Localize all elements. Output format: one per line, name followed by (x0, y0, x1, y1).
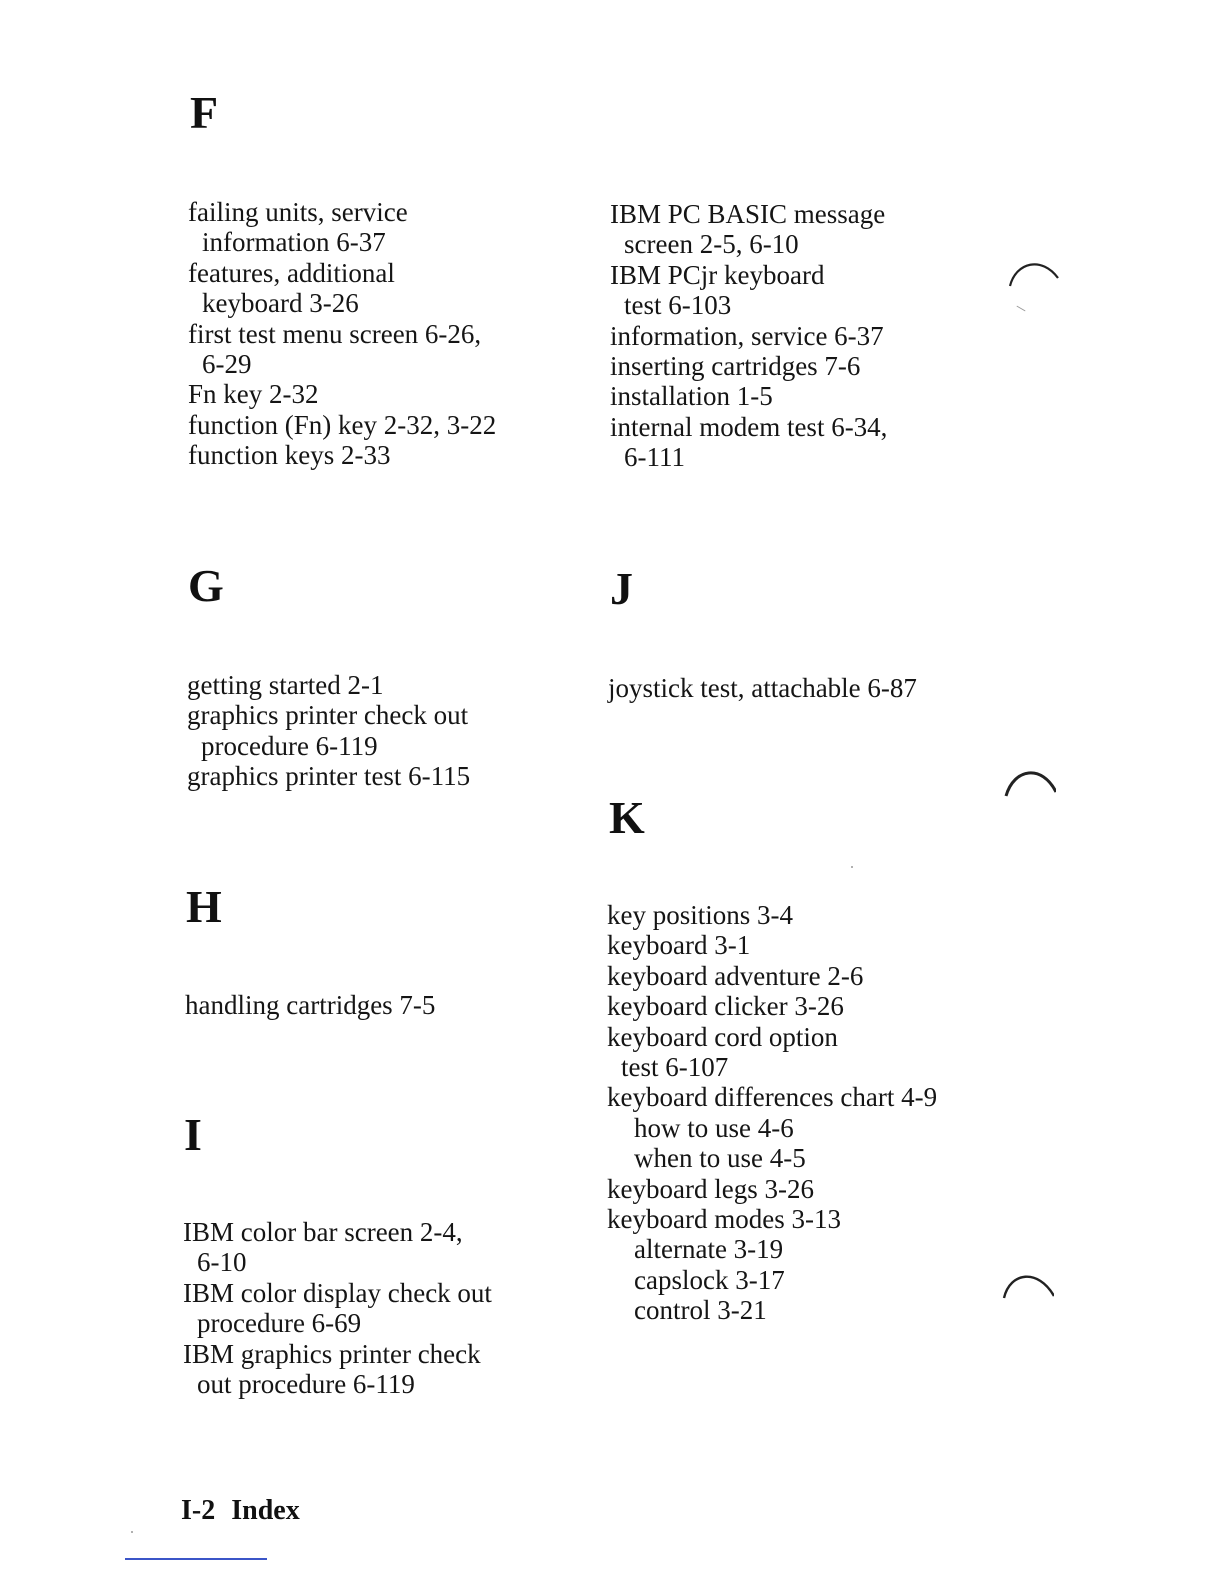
binder-hole-mark-middle (1004, 762, 1056, 800)
section-letter-i: I (184, 1109, 202, 1160)
binder-hole-mark-top (1008, 252, 1060, 290)
index-entry: installation 1-5 (610, 381, 773, 412)
index-entry-continuation: keyboard 3-26 (202, 288, 359, 319)
index-entry: handling cartridges 7-5 (185, 990, 436, 1020)
index-entry: IBM PCjr keyboard (610, 259, 825, 290)
section-f-entries (188, 197, 496, 471)
footer-label: Index (231, 1495, 300, 1526)
index-entry: IBM graphics printer check (183, 1338, 481, 1369)
section-letter-g: G (188, 560, 224, 611)
index-entry: keyboard clicker 3-26 (607, 991, 844, 1022)
index-entry: function (Fn) key 2-32, 3-22 (188, 409, 497, 440)
index-entry: keyboard 3-1 (607, 930, 751, 961)
index-entry: information, service 6-37 (610, 320, 884, 351)
index-entry: graphics printer test 6-115 (187, 761, 471, 792)
index-entry: keyboard cord option (607, 1021, 838, 1052)
section-i-entries (183, 1217, 492, 1399)
index-entry: IBM PC BASIC message (610, 199, 886, 229)
index-entry: keyboard modes 3-13 (607, 1204, 841, 1235)
index-entry-continuation: test 6-103 (624, 290, 732, 321)
page-footer (181, 1495, 316, 1527)
index-subentry: alternate 3-19 (634, 1234, 784, 1265)
index-entry: features, additional (188, 257, 395, 288)
index-entry-continuation: 6-10 (197, 1247, 247, 1278)
index-entry: internal modem test 6-34, (610, 411, 888, 442)
index-entry-continuation: 6-29 (202, 349, 252, 380)
index-entry: first test menu screen 6-26, (188, 318, 482, 349)
index-entry: failing units, service (188, 197, 408, 227)
section-g-entries (187, 670, 470, 792)
index-entry-continuation: test 6-107 (621, 1052, 729, 1083)
page-number: I-2 (181, 1495, 216, 1526)
section-h-entries (185, 990, 435, 1020)
index-subentry: how to use 4-6 (634, 1112, 794, 1143)
index-entry-continuation: procedure 6-119 (201, 730, 378, 761)
index-entry-continuation: procedure 6-69 (197, 1308, 362, 1339)
index-entry: getting started 2-1 (187, 670, 384, 700)
index-subentry: control 3-21 (634, 1295, 767, 1326)
index-entry: keyboard legs 3-26 (607, 1173, 814, 1204)
index-entry-continuation: information 6-37 (202, 227, 386, 258)
index-entry: IBM color bar screen 2-4, (183, 1217, 463, 1247)
index-subentry: capslock 3-17 (634, 1264, 785, 1295)
index-entry-continuation: 6-111 (624, 442, 685, 473)
scan-edge-line (125, 1558, 267, 1560)
scan-speck (131, 1531, 133, 1533)
index-entry: joystick test, attachable 6-87 (608, 673, 917, 703)
index-entry: Fn key 2-32 (188, 379, 319, 410)
index-entry: keyboard adventure 2-6 (607, 960, 864, 991)
section-letter-k: K (609, 792, 645, 843)
section-j-entries (608, 673, 917, 703)
section-letter-j: J (610, 563, 633, 614)
scan-speck (1016, 306, 1025, 312)
index-entry-continuation: screen 2-5, 6-10 (624, 229, 799, 260)
index-entry: inserting cartridges 7-6 (610, 351, 861, 382)
index-subentry: when to use 4-5 (634, 1143, 806, 1174)
index-entry: IBM color display check out (183, 1277, 492, 1308)
index-entry-continuation: out procedure 6-119 (197, 1369, 415, 1400)
section-k-entries (607, 900, 937, 1326)
index-entry: keyboard differences chart 4-9 (607, 1082, 938, 1113)
binder-hole-mark-bottom (1002, 1262, 1054, 1300)
scan-speck (851, 866, 853, 868)
section-i-continued-entries (610, 199, 887, 473)
index-entry: graphics printer check out (187, 700, 469, 731)
section-letter-f: F (190, 87, 219, 138)
index-entry: key positions 3-4 (607, 900, 793, 930)
index-entry: function keys 2-33 (188, 440, 391, 471)
section-letter-h: H (186, 881, 222, 932)
